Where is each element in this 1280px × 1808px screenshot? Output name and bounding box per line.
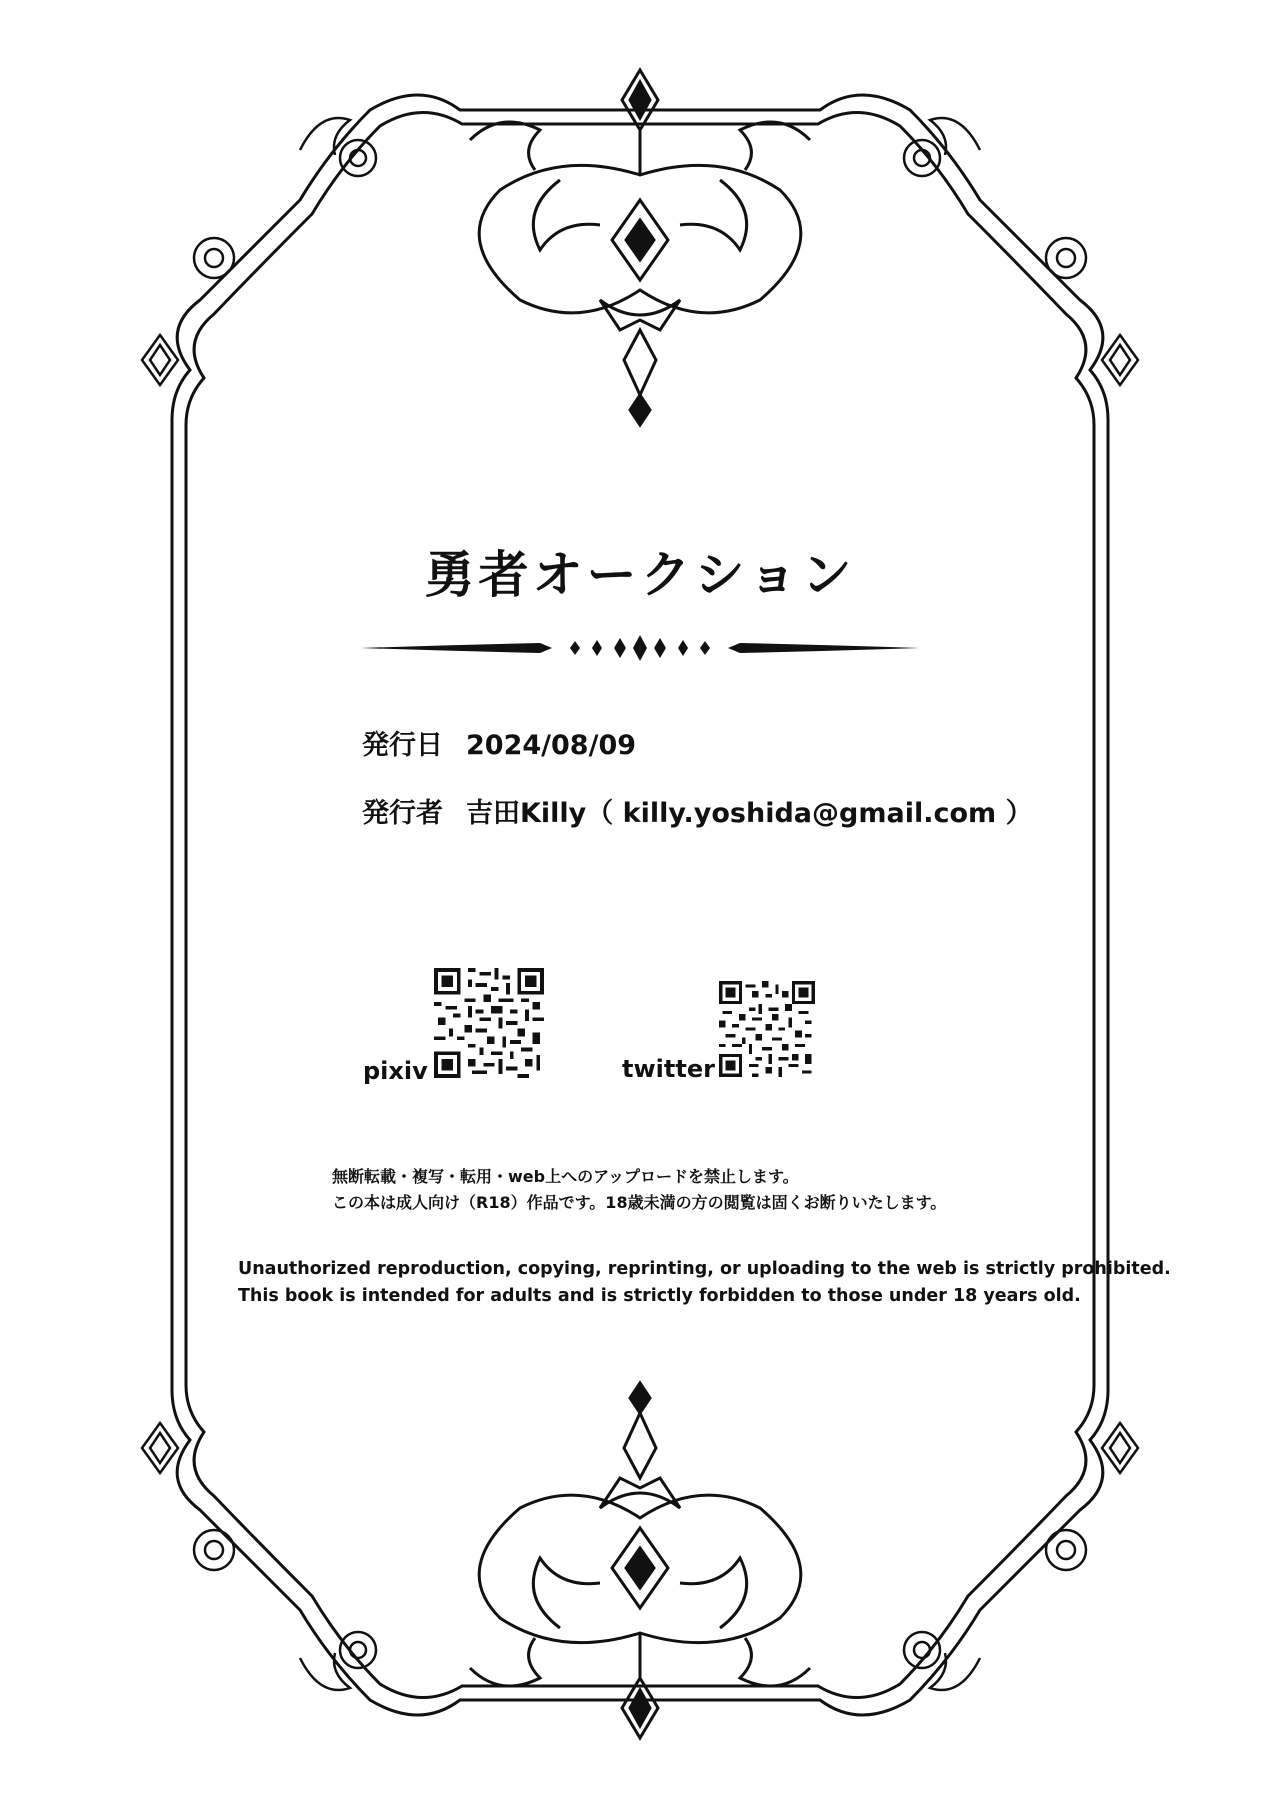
publisher-row (362, 791, 1033, 830)
twitter-label: twitter (622, 1055, 715, 1083)
title-divider (360, 628, 920, 668)
notice-ja-line1: 無断転載・複写・転用・web上へのアップロードを禁止します。 (332, 1167, 799, 1186)
publish-date-label: 発行日 (362, 730, 443, 761)
publish-date-row (362, 723, 636, 762)
notice-en-line1: Unauthorized reproduction, copying, reprinting, or uploading to the web is strictly prohibited. (238, 1259, 1171, 1279)
publish-date-value: 2024/08/09 (466, 730, 637, 761)
publisher-value: 吉田Killy（ killy.yoshida@gmail.com ） (466, 798, 1033, 829)
publisher-label: 発行者 (362, 798, 443, 829)
notice-en-line2: This book is intended for adults and is strictly forbidden to those under 18 years old. (238, 1286, 1081, 1306)
notice-ja-line2: この本は成人向け（R18）作品です。18歳未満の方の閲覧は固くお断りいたします。 (332, 1193, 947, 1212)
book-title: 勇者オークション (424, 545, 856, 604)
pixiv-label: pixiv (363, 1057, 428, 1085)
pixiv-qr-code[interactable] (434, 968, 544, 1078)
twitter-qr-code[interactable] (719, 981, 815, 1077)
